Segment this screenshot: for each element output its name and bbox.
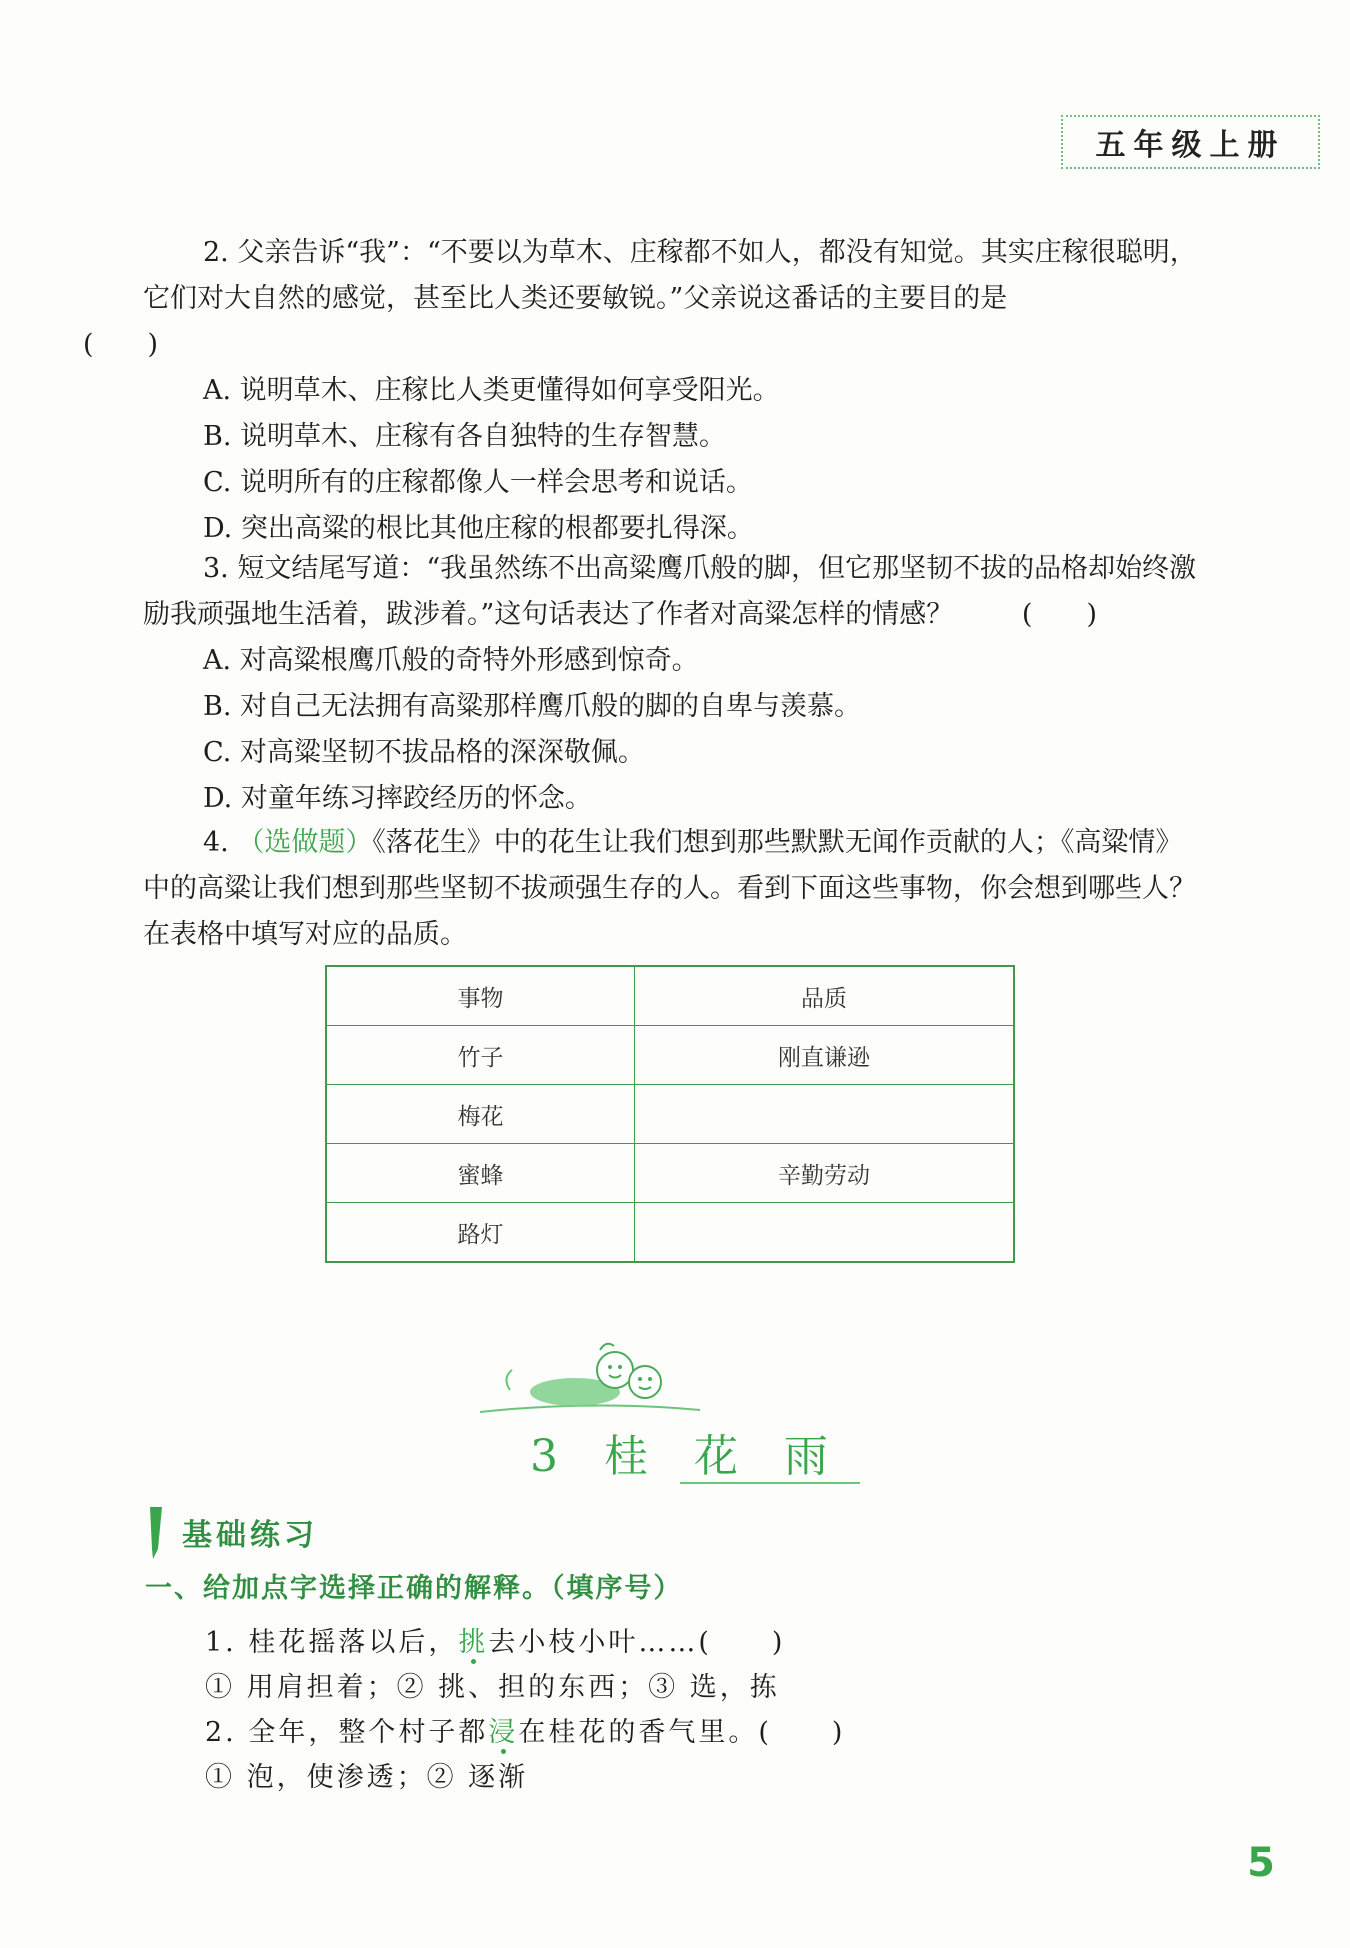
dotted-char: 浸 bbox=[488, 1717, 519, 1748]
exercise-2: 2. 全年，整个村子都浸在桂花的香气里。( ) bbox=[205, 1717, 846, 1748]
lesson-title: 3 桂 花 雨 bbox=[530, 1431, 830, 1482]
page-number: 5 bbox=[1247, 1840, 1275, 1886]
qualities-table bbox=[325, 965, 1015, 1263]
exercise-2-options: ① 泡，使渗透；② 逐渐 bbox=[205, 1762, 529, 1793]
option-b: B. 说明草木、庄稼有各自独特的生存智慧。 bbox=[203, 421, 727, 452]
option-c: C. 对高粱坚韧不拔品格的深深敬佩。 bbox=[203, 737, 645, 768]
title-underline bbox=[680, 1482, 860, 1484]
table-row bbox=[326, 1144, 1014, 1203]
table-cell: 蜜蜂 bbox=[326, 1144, 635, 1203]
table-cell[interactable] bbox=[635, 1203, 1015, 1263]
table-cell: 竹子 bbox=[326, 1026, 635, 1085]
table-row bbox=[326, 1085, 1014, 1144]
table-cell[interactable]: 辛勤劳动 bbox=[635, 1144, 1015, 1203]
section-subtitle: 一、给加点字选择正确的解释。（填序号） bbox=[145, 1573, 683, 1604]
answer-blank[interactable]: ( ) bbox=[1021, 599, 1097, 630]
table-cell: 路灯 bbox=[326, 1203, 635, 1263]
dotted-char: 挑 bbox=[458, 1627, 489, 1658]
table-header-row bbox=[326, 966, 1014, 1026]
table-header: 事物 bbox=[326, 966, 635, 1026]
answer-blank[interactable]: ( ) bbox=[83, 329, 159, 360]
option-d: D. 对童年练习摔跤经历的怀念。 bbox=[203, 783, 592, 814]
table-row bbox=[326, 1203, 1014, 1263]
table-header: 品质 bbox=[635, 966, 1015, 1026]
table-cell[interactable]: 刚直谦逊 bbox=[635, 1026, 1015, 1085]
exercises bbox=[205, 1620, 845, 1800]
question-2-stem: 2. 父亲告诉“我”：“不要以为草木、庄稼都不如人，都没有知觉。其实庄稼很聪明，它们对大自然的感觉，甚至比人类还要敏锐。”父亲说这番话的主要目的是 ( ) bbox=[143, 230, 1203, 368]
option-a: A. 对高粱根鹰爪般的奇特外形感到惊奇。 bbox=[203, 645, 699, 676]
exercise-1-options: ① 用肩担着；② 挑、担的东西；③ 选，拣 bbox=[205, 1672, 780, 1703]
table-cell[interactable] bbox=[635, 1085, 1015, 1144]
option-b: B. 对自己无法拥有高粱那样鹰爪般的脚的自卑与羡慕。 bbox=[203, 691, 862, 722]
question-3 bbox=[143, 546, 1203, 822]
question-2 bbox=[83, 230, 1203, 552]
option-d: D. 突出高粱的根比其他庄稼的根都要扎得深。 bbox=[203, 513, 754, 544]
kids-illustration-icon bbox=[470, 1330, 710, 1420]
pencil-icon bbox=[144, 1505, 166, 1561]
option-c: C. 说明所有的庄稼都像人一样会思考和说话。 bbox=[203, 467, 753, 498]
exercise-1: 1. 桂花摇落以后，挑去小枝小叶……( ) bbox=[205, 1627, 786, 1658]
question-3-stem: 3. 短文结尾写道：“我虽然练不出高粱鹰爪般的脚，但它那坚韧不拔的品格却始终激励我顽强地生活着，跋涉着。”这句话表达了作者对高粱怎样的情感？ ( ) bbox=[143, 546, 1203, 638]
grade-label: 五年级上册 bbox=[1061, 115, 1320, 169]
option-a: A. 说明草木、庄稼比人类更懂得如何享受阳光。 bbox=[203, 375, 780, 406]
table-row bbox=[326, 1026, 1014, 1085]
optional-tag: （选做题） bbox=[237, 827, 373, 858]
question-4: 4. （选做题）《落花生》中的花生让我们想到那些默默无闻作贡献的人；《高粱情》中的高粱让我们想到那些坚韧不拔顽强生存的人。看到下面这些事物，你会想到哪些人？在表格中填写对应的品质。 bbox=[143, 827, 1196, 950]
table-cell: 梅花 bbox=[326, 1085, 635, 1144]
section-title: 基础练习 bbox=[182, 1518, 318, 1553]
